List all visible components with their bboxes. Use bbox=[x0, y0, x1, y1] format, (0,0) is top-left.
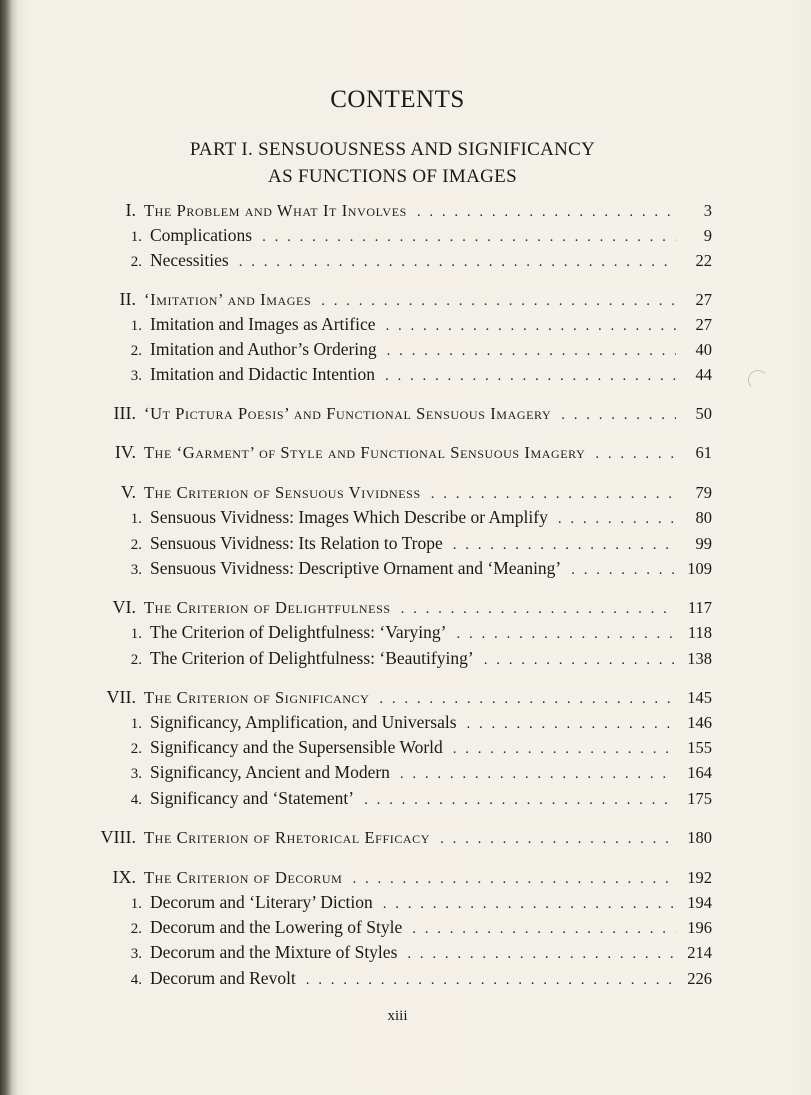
section-title: The Criterion of Delightfulness: ‘Beautifying’ bbox=[150, 648, 474, 668]
section-title: Significancy, Amplification, and Universals bbox=[150, 712, 457, 732]
dot-leader bbox=[571, 562, 676, 579]
page-reference: 214 bbox=[687, 943, 712, 962]
page-reference: 180 bbox=[687, 828, 712, 847]
dot-leader bbox=[379, 691, 676, 708]
page-reference: 27 bbox=[695, 315, 712, 334]
chapter-title: The Criterion of Rhetorical Efficacy bbox=[144, 828, 431, 847]
dot-leader bbox=[440, 831, 676, 848]
toc-section-row bbox=[128, 892, 712, 916]
dot-leader bbox=[484, 652, 676, 669]
toc-section-row bbox=[128, 250, 712, 274]
toc-section-row bbox=[128, 558, 712, 582]
page-reference: 50 bbox=[695, 404, 712, 423]
page-reference: 194 bbox=[687, 893, 712, 912]
chapter-title: ‘Imitation’ and Images bbox=[144, 290, 312, 309]
section-title: Significancy and the Supersensible World bbox=[150, 737, 443, 757]
page-reference: 175 bbox=[687, 789, 712, 808]
toc-section-row bbox=[128, 225, 712, 249]
toc-section-row bbox=[128, 917, 712, 941]
section-number: 1. bbox=[130, 896, 142, 912]
dot-leader bbox=[561, 407, 676, 424]
section-title: Necessities bbox=[150, 250, 229, 270]
page-reference: 9 bbox=[703, 226, 712, 245]
section-number: 2. bbox=[130, 921, 142, 937]
chapter-number: IV. bbox=[114, 442, 136, 462]
dot-leader bbox=[595, 446, 676, 463]
page-reference: 196 bbox=[687, 918, 712, 937]
section-number: 1. bbox=[130, 626, 142, 642]
page-reference: 164 bbox=[687, 763, 712, 782]
dot-leader bbox=[239, 254, 676, 271]
dot-leader bbox=[417, 204, 676, 221]
paper-mark bbox=[748, 370, 768, 390]
page-number: xiii bbox=[387, 1008, 408, 1024]
chapter-number: II. bbox=[119, 289, 136, 309]
chapter-title: The Criterion of Significancy bbox=[144, 688, 370, 707]
section-number: 2. bbox=[130, 343, 142, 359]
section-title: Imitation and Didactic Intention bbox=[150, 364, 376, 384]
dot-leader bbox=[412, 921, 676, 938]
page-reference: 118 bbox=[687, 623, 712, 642]
toc-chapter-row bbox=[96, 200, 712, 224]
dot-leader bbox=[387, 343, 676, 360]
chapter-number: V. bbox=[120, 482, 136, 502]
section-number: 1. bbox=[130, 229, 142, 245]
chapter-title: The Criterion of Sensuous Vividness bbox=[144, 483, 421, 502]
section-title: Decorum and the Mixture of Styles bbox=[150, 942, 398, 962]
toc-section-row bbox=[128, 968, 712, 992]
toc-section-row bbox=[128, 339, 712, 363]
toc-section-row bbox=[128, 788, 712, 812]
toc-chapter-row bbox=[96, 482, 712, 506]
dot-leader bbox=[385, 368, 676, 385]
page-reference: 44 bbox=[695, 365, 712, 384]
page-reference: 109 bbox=[687, 559, 712, 578]
section-title: Decorum and ‘Literary’ Diction bbox=[150, 892, 373, 912]
toc-chapter-row bbox=[96, 597, 712, 621]
dot-leader bbox=[364, 792, 676, 809]
toc-section-row bbox=[128, 364, 712, 388]
dot-leader bbox=[352, 871, 676, 888]
section-number: 3. bbox=[130, 562, 142, 578]
dot-leader bbox=[558, 511, 676, 528]
section-number: 3. bbox=[130, 766, 142, 782]
section-title: Sensuous Vividness: Images Which Describe or Amplify bbox=[150, 507, 548, 527]
page-reference: 155 bbox=[687, 738, 712, 757]
toc-chapter-row bbox=[96, 289, 712, 313]
section-title: Sensuous Vividness: Its Relation to Trope bbox=[150, 533, 443, 553]
toc-section-row bbox=[128, 737, 712, 761]
section-title: Sensuous Vividness: Descriptive Ornament and ‘Meaning’ bbox=[150, 558, 562, 578]
section-title: Decorum and Revolt bbox=[150, 968, 296, 988]
dot-leader bbox=[401, 601, 676, 618]
section-number: 2. bbox=[130, 652, 142, 668]
chapter-title: The Criterion of Delightfulness bbox=[144, 598, 391, 617]
section-number: 1. bbox=[130, 511, 142, 527]
toc-section-row bbox=[128, 712, 712, 736]
dot-leader bbox=[456, 626, 676, 643]
page-reference: 22 bbox=[695, 251, 712, 270]
section-number: 4. bbox=[130, 792, 142, 808]
section-title: Decorum and the Lowering of Style bbox=[150, 917, 403, 937]
page-reference: 3 bbox=[703, 201, 712, 220]
page-reference: 80 bbox=[695, 508, 712, 527]
page-reference: 117 bbox=[687, 598, 712, 617]
dot-leader bbox=[453, 537, 676, 554]
toc-section-row bbox=[128, 507, 712, 531]
chapter-number: III. bbox=[113, 403, 136, 423]
page-title: CONTENTS bbox=[330, 86, 465, 113]
chapter-number: VII. bbox=[106, 687, 136, 707]
toc-chapter-row bbox=[96, 687, 712, 711]
chapter-title: The Problem and What It Involves bbox=[144, 201, 407, 220]
page-reference: 79 bbox=[695, 483, 712, 502]
page-reference: 40 bbox=[695, 340, 712, 359]
toc-chapter-row bbox=[96, 403, 712, 427]
section-title: The Criterion of Delightfulness: ‘Varying’ bbox=[150, 622, 447, 642]
section-number: 1. bbox=[130, 318, 142, 334]
part-title-line-1: PART I. SENSUOUSNESS AND SIGNIFICANCY bbox=[189, 139, 596, 160]
page-reference: 27 bbox=[695, 290, 712, 309]
chapter-title: ‘Ut Pictura Poesis’ and Functional Sensuous Imagery bbox=[144, 404, 552, 423]
section-title: Complications bbox=[150, 225, 253, 245]
section-title: Imitation and Author’s Ordering bbox=[150, 339, 377, 359]
section-number: 3. bbox=[130, 946, 142, 962]
page-reference: 138 bbox=[687, 649, 712, 668]
page-reference: 99 bbox=[695, 534, 712, 553]
section-number: 4. bbox=[130, 972, 142, 988]
dot-leader bbox=[407, 946, 676, 963]
show-through-text bbox=[330, 0, 810, 560]
chapter-title: The Criterion of Decorum bbox=[144, 868, 343, 887]
chapter-title: The ‘Garment’ of Style and Functional Sensuous Imagery bbox=[144, 443, 586, 462]
toc-section-row bbox=[128, 762, 712, 786]
page-reference: 61 bbox=[695, 443, 712, 462]
page-reference: 192 bbox=[687, 868, 712, 887]
dot-leader bbox=[400, 766, 676, 783]
dot-leader bbox=[383, 896, 676, 913]
dot-leader bbox=[321, 293, 676, 310]
toc-section-row bbox=[128, 314, 712, 338]
toc-section-row bbox=[128, 648, 712, 672]
toc-chapter-row bbox=[96, 827, 712, 851]
toc-chapter-row bbox=[96, 442, 712, 466]
section-number: 3. bbox=[130, 368, 142, 384]
chapter-number: VIII. bbox=[100, 827, 136, 847]
toc-chapter-row bbox=[96, 867, 712, 891]
section-number: 2. bbox=[130, 254, 142, 270]
dot-leader bbox=[431, 486, 676, 503]
page-reference: 146 bbox=[687, 713, 712, 732]
toc-section-row bbox=[128, 533, 712, 557]
section-title: Imitation and Images as Artifice bbox=[150, 314, 376, 334]
section-number: 2. bbox=[130, 741, 142, 757]
dot-leader bbox=[453, 741, 676, 758]
section-number: 2. bbox=[130, 537, 142, 553]
dot-leader bbox=[306, 972, 676, 989]
toc-section-row bbox=[128, 942, 712, 966]
dot-leader bbox=[262, 229, 676, 246]
section-title: Significancy, Ancient and Modern bbox=[150, 762, 390, 782]
section-number: 1. bbox=[130, 716, 142, 732]
section-title: Significancy and ‘Statement’ bbox=[150, 788, 355, 808]
dot-leader bbox=[467, 716, 676, 733]
page-reference: 145 bbox=[687, 688, 712, 707]
page-reference: 226 bbox=[687, 969, 712, 988]
toc-section-row bbox=[128, 622, 712, 646]
chapter-number: IX. bbox=[112, 867, 136, 887]
chapter-number: I. bbox=[125, 200, 136, 220]
part-title-line-2: AS FUNCTIONS OF IMAGES bbox=[268, 166, 517, 187]
part-title bbox=[0, 136, 785, 190]
dot-leader bbox=[385, 318, 676, 335]
chapter-number: VI. bbox=[112, 597, 136, 617]
